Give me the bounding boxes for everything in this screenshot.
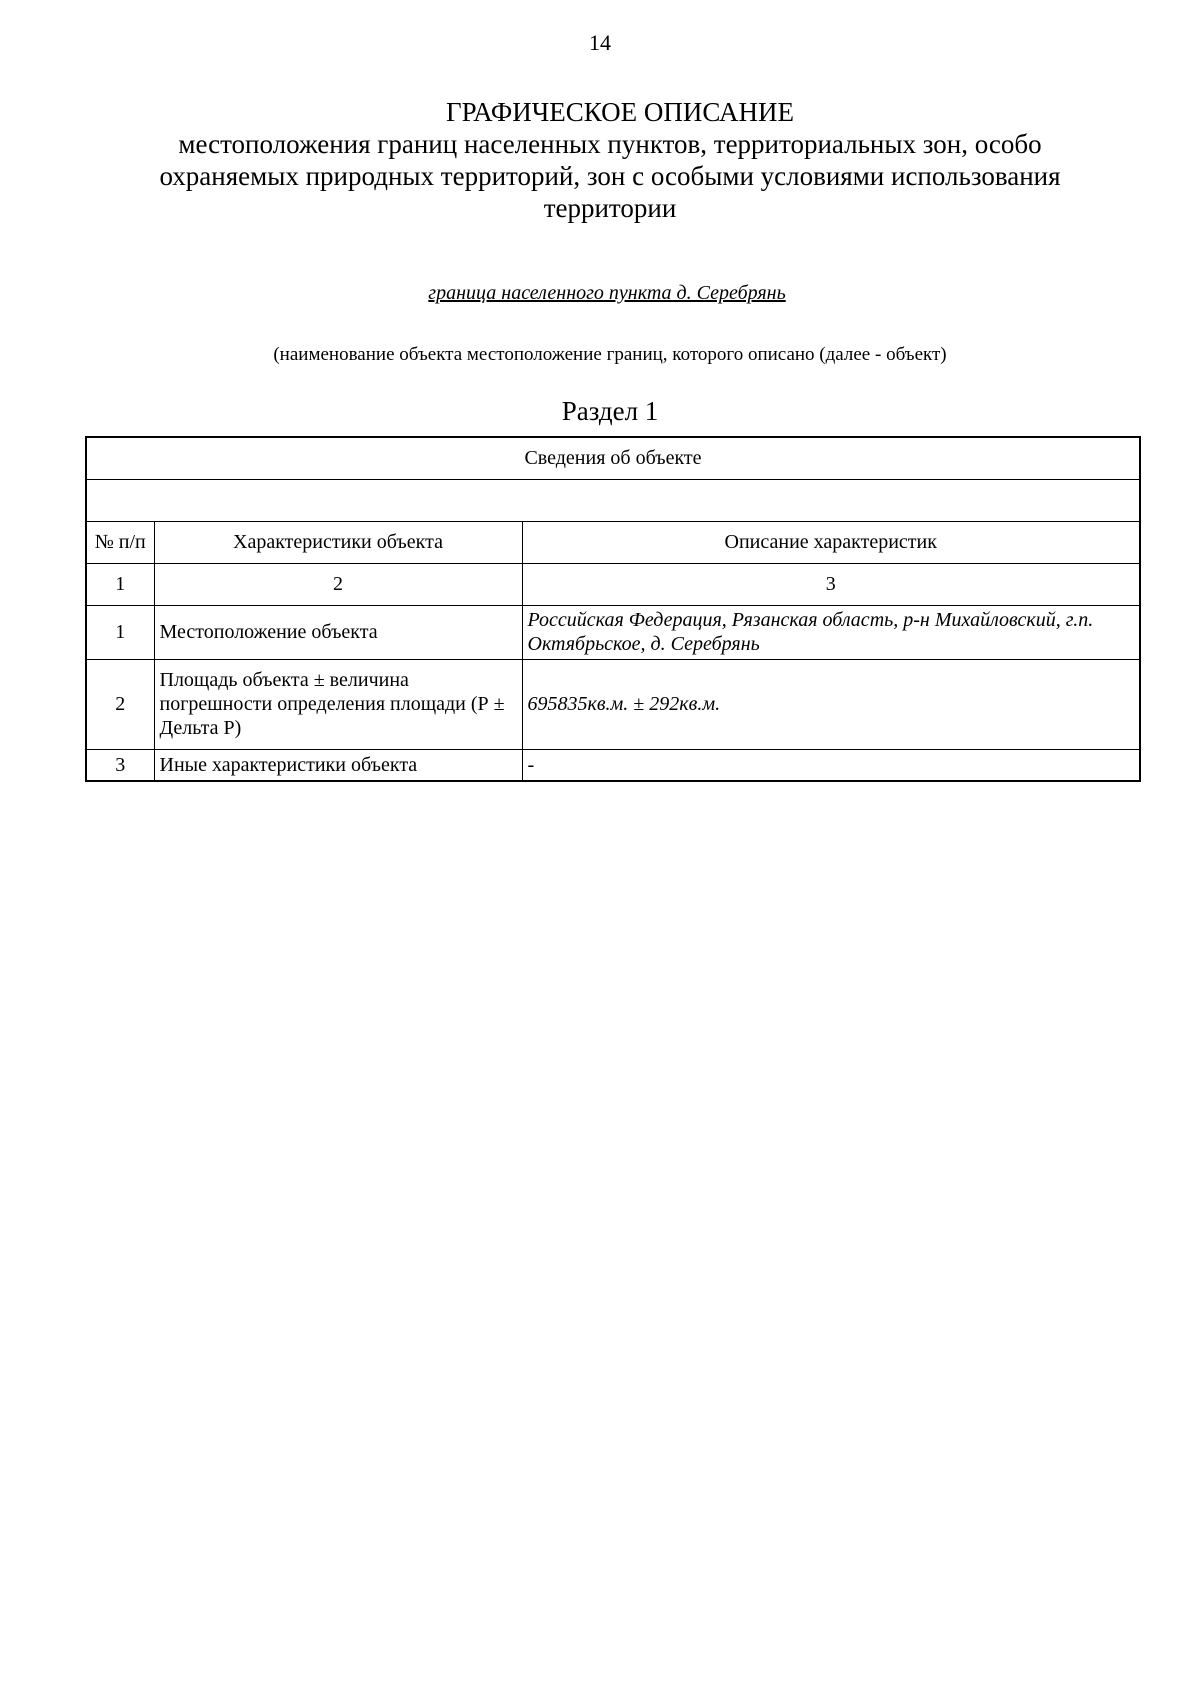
table-caption: Сведения об объекте xyxy=(86,437,1140,479)
object-name xyxy=(0,282,1200,305)
table-empty-row xyxy=(86,479,1140,521)
row-description: 695835кв.м. ± 292кв.м. xyxy=(522,659,1140,749)
row-characteristic: Иные характеристики объекта xyxy=(154,749,522,781)
row-characteristic: Площадь объекта ± величина погрешности определения площади (Р ± Дельта Р) xyxy=(154,659,522,749)
section-title: Раздел 1 xyxy=(561,396,659,426)
document-title xyxy=(120,96,1100,224)
table-caption-row xyxy=(86,437,1140,479)
table-row xyxy=(86,605,1140,659)
object-name-text: граница населенного пункта д. Серебрянь xyxy=(428,282,786,304)
header-description: Описание характеристик xyxy=(522,521,1140,563)
row-description: Российская Федерация, Рязанская область, р-н Михайловский, г.п. Октябрьское, д. Серебрянь xyxy=(522,605,1140,659)
column-number-3: 3 xyxy=(522,563,1140,605)
row-num: 2 xyxy=(86,659,154,749)
header-num: № п/п xyxy=(86,521,154,563)
row-num: 1 xyxy=(86,605,154,659)
row-num: 3 xyxy=(86,749,154,781)
table-header-row xyxy=(86,521,1140,563)
table-column-numbers-row xyxy=(86,563,1140,605)
header-characteristic: Характеристики объекта xyxy=(154,521,522,563)
row-description: - xyxy=(522,749,1140,781)
table-row xyxy=(86,659,1140,749)
page-number: 14 xyxy=(589,30,611,55)
subtitle: местоположения границ населенных пунктов, территориальных зон, особо охраняемых природных территорий, зон с особыми условиями использования территории xyxy=(159,129,1061,223)
column-number-2: 2 xyxy=(154,563,522,605)
column-number-1: 1 xyxy=(86,563,154,605)
object-caption: (наименование объекта местоположение границ, которого описано (далее - объект) xyxy=(273,344,947,365)
row-characteristic: Местоположение объекта xyxy=(154,605,522,659)
table-empty-cell xyxy=(86,479,1140,521)
main-title: ГРАФИЧЕСКОЕ ОПИСАНИЕ xyxy=(445,97,795,127)
table-row xyxy=(86,749,1140,781)
object-info-table xyxy=(85,436,1141,782)
